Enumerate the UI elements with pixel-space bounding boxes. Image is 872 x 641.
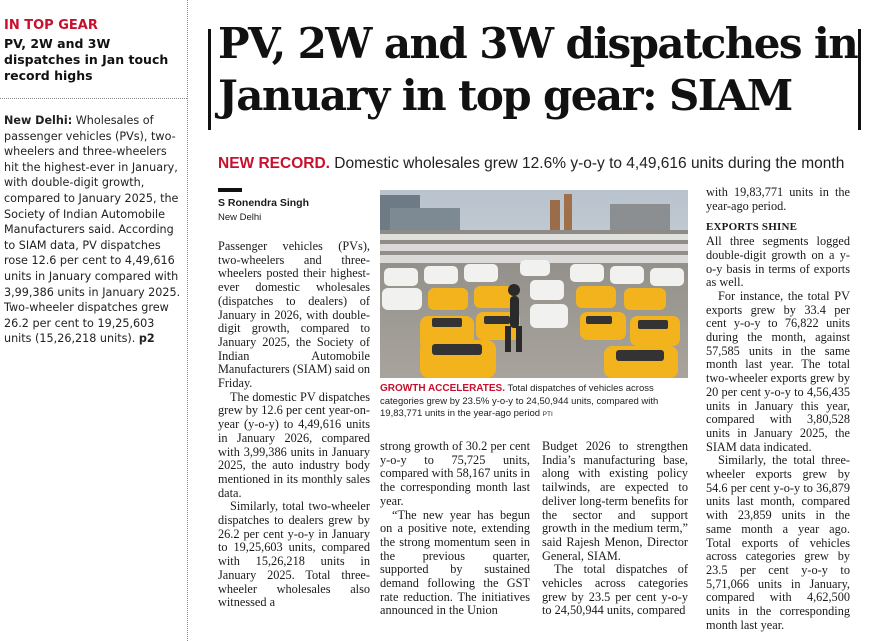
sidebar-text: Wholesales of passenger vehicles (PVs), two-wheelers and three-wheelers hit the highest-ever in January, with double-digit growth, compared to January 2025, the Society of Indian Automobile Manufacturers said. According to SIAM data, PV dispatches rose 12.6 per cent to 4,49,616 units in January compared with 3,99,386 units in January 2025. Two-wheeler dispatches grew 26.2 per cent to 19,25,603 units (15,26,218 units). — [4, 114, 181, 346]
sidebar-headline: PV, 2W and 3W dispatches in Jan touch record highs — [4, 36, 169, 83]
sidebar-dateline: New Delhi: — [4, 114, 73, 127]
paragraph: The total dispatches of vehicles across categories grew by 23.5 per cent y-o-y to 24,50,944 units, compared — [542, 562, 688, 618]
headline-rule-left — [208, 29, 211, 130]
byline-rule — [218, 188, 242, 192]
deck-label: NEW RECORD. — [218, 155, 330, 172]
column-2 — [380, 440, 530, 618]
column-3 — [542, 440, 688, 618]
byline-dateline: New Delhi — [218, 212, 262, 223]
article-deck — [218, 155, 858, 173]
column-4 — [706, 186, 850, 633]
sidebar-page-ref: p2 — [138, 332, 155, 346]
paragraph: with 19,83,771 units in the year-ago period. — [706, 185, 850, 213]
paragraph: The domestic PV dispatches grew by 12.6 per cent year-on-year (y-o-y) to 4,49,616 units in January 2026, compared with 3,99,386 units in January 2025, the auto industry body mentioned in its monthly sales data. — [218, 389, 370, 500]
byline-author: S Ronendra Singh — [218, 197, 310, 209]
paragraph: Passenger vehicles (PVs), two-wheelers and three-wheelers posted their highest-ever domestic wholesales (dispatches to dealers) of January in 2026, with double-digit growth, compared to January 2025, the Society of Indian Automobile Manufacturers (SIAM) said on Friday. — [218, 239, 370, 391]
sidebar-kicker: IN TOP GEAR — [4, 18, 98, 33]
deck-text: Domestic wholesales grew 12.6% y-o-y to 4,49,616 units during the month — [334, 155, 845, 172]
cars-parking-illustration — [380, 190, 688, 378]
caption-text: Total dispatches of vehicles across categories grew by 23.5% y-o-y to 24,50,944 units, compared with 19,83,771 units in the year-ago period — [380, 383, 659, 419]
sidebar-brief — [0, 0, 188, 641]
column-1 — [218, 240, 370, 610]
paragraph: strong growth of 30.2 per cent y-o-y to 75,725 units, compared with 58,167 units in the corresponding month last year. — [380, 439, 530, 508]
paragraph: Similarly, total two-wheeler dispatches to dealers grew by 26.2 per cent y-o-y in January to 19,25,603 units, compared with 15,26,218 units in January 2025. Total three-wheeler wholesales also witnessed a — [218, 499, 370, 610]
article — [208, 0, 868, 641]
paragraph: Similarly, the total three-wheeler exports grew by 54.6 per cent y-o-y to 36,879 units last month, compared with 23,859 units in the same month a year ago. Total exports of vehicles across categories grew by 23.5 per cent y-o-y to 5,71,066 units in January, compared with 4,62,500 units in the corresponding month last year. — [706, 453, 850, 632]
sidebar-body — [4, 113, 181, 347]
paragraph: For instance, the total PV exports grew by 33.4 per cent y-o-y to 76,822 units during the month, against 57,585 units in the same month last year. The total two-wheeler exports grew by 20 per cent y-o-y to 4,56,435 units in January this year, compared with 3,80,528 units in January 2025, the SIAM data indicated. — [706, 288, 850, 454]
caption-credit: PTI — [542, 411, 553, 418]
photo-caption — [380, 383, 690, 422]
article-headline: PV, 2W and 3W dispatches in January in top gear: SIAM — [218, 19, 858, 120]
paragraph: All three segments logged double-digit growth on a y-o-y basis in terms of exports as well. — [706, 234, 850, 290]
headline-rule-right — [858, 29, 861, 130]
paragraph: Budget 2026 to strengthen India’s manufacturing base, along with existing policy tailwinds, are expected to deliver long-term benefits for the sector and support growth in the medium term,” said Rajesh Menon, Director General, SIAM. — [542, 439, 688, 563]
caption-label: GROWTH ACCELERATES. — [380, 383, 505, 394]
sidebar-divider — [0, 98, 187, 99]
exports-subhead: EXPORTS SHINE — [706, 221, 798, 234]
cars-parking-photo — [380, 190, 688, 378]
paragraph: “The new year has begun on a positive note, extending the strong momentum seen in the previous quarter, supported by sustained demand following the GST rate reduction. The initiatives announced in the Union — [380, 507, 530, 618]
